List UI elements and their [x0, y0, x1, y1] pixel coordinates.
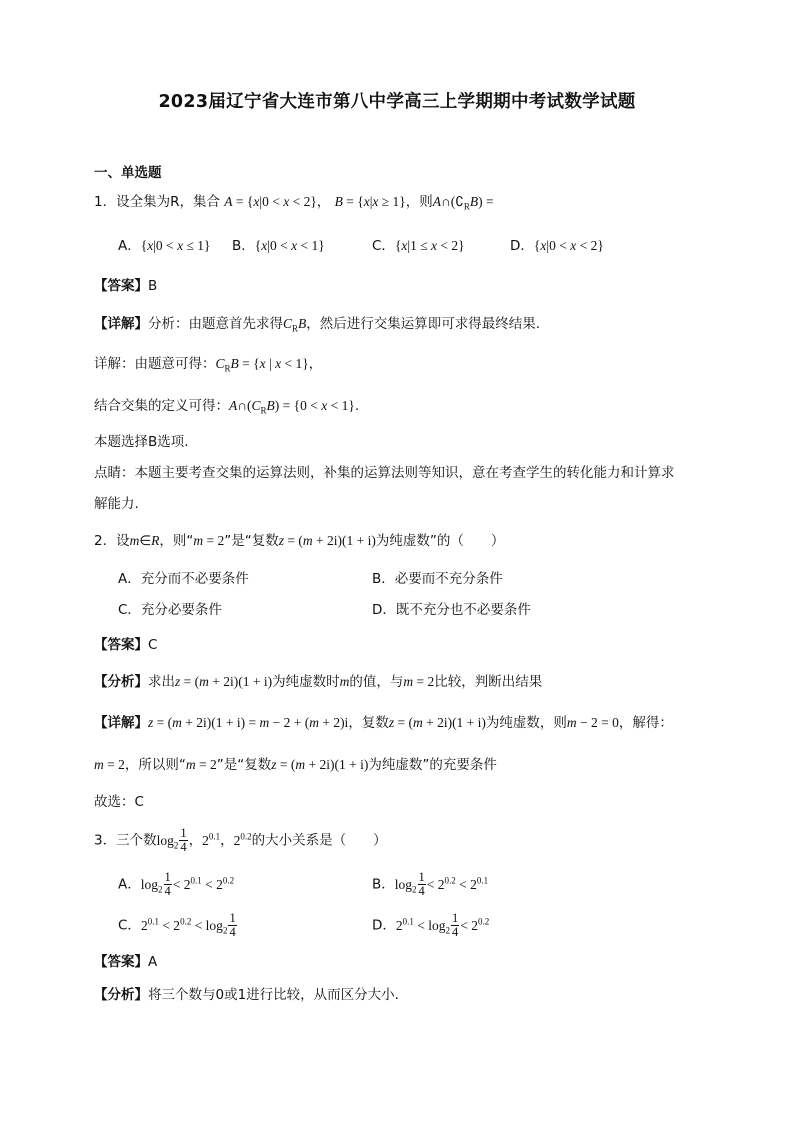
- question-1-option-b: B．{x|0 < x < 1}: [232, 238, 325, 254]
- question-3-option-a: A．$\log_2$ $\frac{1}{4}$ < $2^{0.1} < 2^{0.2}$: [118, 870, 235, 898]
- question-2-detail-3: 故选：C: [94, 794, 144, 810]
- question-1-detail-5: 点睛：本题主要考查交集的运算法则，补集的运算法则等知识，意在考查学生的转化能力和计算求: [94, 465, 675, 481]
- question-2-detail-2: m = 2，所以则“m = 2”是“复数z = (m + 2i)(1 + i)为纯虚数”的充要条件: [94, 757, 497, 773]
- question-3-option-d: D．$2^{0.1} < \log_2$ $\frac{1}{4}$ < $2^{0.2}$: [372, 911, 490, 939]
- question-3-stem: 3．三个数$\log_2$ $\frac{1}{4}$ ，$2^{0.1}$，$2^{0.2}$的大小关系是（ ）: [94, 826, 387, 854]
- question-2-option-b: B．必要而不充分条件: [372, 571, 503, 587]
- question-1-answer: 【答案】B: [94, 278, 158, 294]
- question-1-detail-3: 结合交集的定义可得：$A\cap(C_RB) = \{0 < x < 1\}$.: [94, 398, 360, 416]
- question-2-stem: 2．设m∈R，则“m = 2”是“复数z = (m + 2i)(1 + i)为纯虚数”的（ ）: [94, 533, 505, 549]
- question-1-option-c: C．{x|1 ≤ x < 2}: [372, 238, 465, 254]
- section-heading: 一、单选题: [94, 165, 162, 181]
- question-3-answer: 【答案】A: [94, 954, 158, 970]
- question-2-option-a: A．充分而不必要条件: [118, 571, 249, 587]
- question-1-detail-1: 【详解】分析：由题意首先求得$C_RB$，然后进行交集运算即可求得最终结果.: [94, 316, 541, 334]
- question-1-stem: 1．设全集为R，集合 A = {x|0 < x < 2}， B = {x|x ≥ 1}，则$A\cap(∁_RB)$ =: [94, 194, 494, 212]
- question-1-option-d: D．{x|0 < x < 2}: [510, 238, 604, 254]
- question-1-detail-2: 详解：由题意可得：$C_RB = \{x$ | x < 1}，: [94, 356, 323, 374]
- question-2-option-d: D．既不充分也不必要条件: [372, 602, 531, 618]
- question-3-analysis: 【分析】将三个数与0或1进行比较，从而区分大小.: [94, 987, 399, 1003]
- document-title: 2023届辽宁省大连市第八中学高三上学期期中考试数学试题: [158, 92, 636, 112]
- question-2-analysis: 【分析】求出z = (m + 2i)(1 + i)为纯虚数时m的值，与m = 2比较，判断出结果: [94, 674, 543, 690]
- question-2-option-c: C．充分必要条件: [118, 602, 222, 618]
- question-1-detail-4: 本题选择B选项.: [94, 434, 189, 450]
- question-1-detail-6: 解能力.: [94, 496, 139, 512]
- question-1-option-a: A．{x|0 < x ≤ 1}: [118, 238, 211, 254]
- question-3-option-c: C．$2^{0.1} < 2^{0.2} < \log_2$ $\frac{1}{4}$: [118, 911, 236, 939]
- question-3-option-b: B．$\log_2$ $\frac{1}{4}$ < $2^{0.2} < 2^{0.1}$: [372, 870, 489, 898]
- question-2-answer: 【答案】C: [94, 637, 158, 653]
- question-2-detail-1: 【详解】z = (m + 2i)(1 + i) = m − 2 + (m + 2)i，复数z = (m + 2i)(1 + i)为纯虚数，则m − 2 = 0，解得：: [94, 715, 673, 731]
